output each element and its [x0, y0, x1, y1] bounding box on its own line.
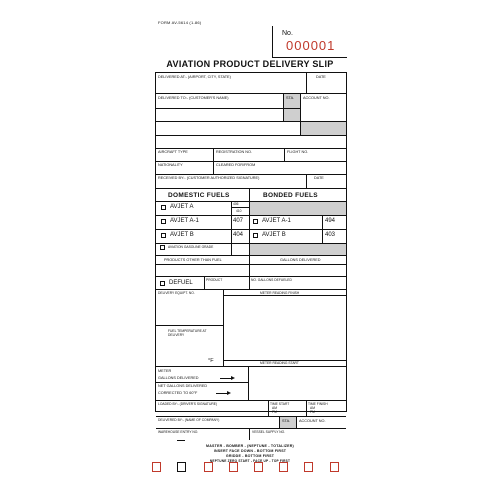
domestic-code-top: 406 [233, 202, 239, 206]
divider [156, 135, 346, 136]
footer-tick [177, 440, 185, 441]
bonded-avjet-b-checkbox[interactable] [253, 233, 258, 238]
alignment-square [204, 462, 213, 472]
vessel-supply-label: VESSEL SUPPLY NO. [252, 430, 286, 434]
time-finish-am: AM [310, 406, 315, 410]
corrected-label: CORRECTED TO 60°F [158, 391, 198, 395]
divider [156, 400, 346, 401]
bonded-fuel-code: 403 [325, 232, 336, 238]
footer-instruction-1: MASTER - BOMBER - (NEPTUNE - TOTALIZER) [206, 444, 294, 448]
divider [156, 255, 346, 256]
degrees-f-label: °F [208, 358, 214, 364]
alignment-square [229, 462, 238, 472]
products-other-label: PRODUCTS OTHER THAN FUEL [164, 258, 222, 262]
bonded-fuel-name: AVJET A-1 [262, 218, 291, 224]
alignment-square [279, 462, 288, 472]
avjet-b-checkbox[interactable] [161, 233, 166, 238]
warehouse-entry-label: WAREHOUSE ENTRY NO. [158, 430, 199, 434]
meter-reading-start-label: METER READING START [260, 361, 299, 365]
date-label-1: DATE [316, 75, 326, 79]
arrow-icon [220, 378, 232, 379]
product-label: PRODUCT [206, 278, 223, 282]
delivered-at-label: DELIVERED AT:- (AIRPORT, CITY, STATE) [158, 75, 231, 79]
domestic-code-bottom: 410 [236, 209, 242, 213]
alignment-square [330, 462, 339, 472]
defuel-checkbox[interactable] [160, 281, 165, 286]
divider [156, 325, 223, 326]
number-label: No. [282, 30, 293, 37]
divider [156, 188, 346, 189]
delivered-to-label: DELIVERED TO:- (CUSTOMER'S NAME) [158, 96, 229, 100]
gallons-delivered-header: GALLONS DELIVERED [280, 258, 321, 262]
avjet-a1-checkbox[interactable] [161, 219, 166, 224]
meter-reading-finish-label: METER READING FINISH [260, 291, 300, 295]
time-start-am: AM [272, 406, 277, 410]
divider [156, 174, 346, 175]
alignment-square [152, 462, 161, 472]
footer-instruction-2: INSERT FACE DOWN - BOTTOM FIRST [213, 449, 287, 453]
account-no-label-1: ACCOUNT NO. [303, 96, 330, 100]
delivered-by-label: DELIVERED BY:- (NAME OF COMPANY) [158, 418, 220, 422]
account-shaded-cell [301, 122, 346, 135]
bonded-avjet-a1-checkbox[interactable] [253, 219, 258, 224]
divider [156, 289, 346, 290]
gallons-delivered-label: GALLONS DELIVERED [158, 376, 199, 380]
domestic-fuel-name: AVJET B [170, 232, 194, 238]
alignment-square [304, 462, 313, 472]
footer-instruction-4: NEPTUNE ZERO START - FACE UP - TOP FIRST [209, 459, 291, 463]
alignment-square [254, 462, 263, 472]
aviation-gasoline-label: AVIATION GASOLINE GRADE [168, 245, 214, 249]
fuel-temperature-label: FUEL TEMPERATURE AT DELIVERY [168, 329, 207, 337]
divider [156, 276, 346, 277]
time-finish-pm: PM [310, 410, 315, 414]
divider [156, 148, 346, 149]
sta-label-2: STA. [282, 419, 291, 423]
aircraft-type-label: AIRCRAFT TYPE [158, 150, 188, 154]
divider [156, 428, 346, 429]
sta-label-1: STA. [286, 96, 295, 100]
divider [249, 255, 250, 289]
divider [156, 93, 346, 94]
time-start-label: TIME START [270, 402, 290, 406]
divider [156, 416, 346, 417]
divider [306, 73, 307, 93]
serial-number: 000001 [286, 38, 336, 53]
nationality-label: NATIONALITY [158, 163, 183, 167]
divider [156, 215, 346, 216]
gasoline-shaded-row [250, 244, 346, 255]
divider [223, 295, 346, 296]
cleared-for-from-label: CLEARED FOR/FROM [216, 163, 256, 167]
divider [231, 243, 232, 255]
page-title: AVIATION PRODUCT DELIVERY SLIP [166, 59, 334, 69]
arrow-icon [216, 393, 228, 394]
divider [268, 400, 269, 416]
divider [156, 382, 248, 383]
bonded-fuel-code: 494 [325, 218, 336, 224]
divider [248, 366, 249, 400]
meter-label: METER [158, 369, 172, 373]
delivery-equipt-label: DELIVERY EQUIPT. NO. [158, 291, 195, 295]
no-gallons-defueled-label: NO. GALLONS DEFUELED [251, 278, 292, 282]
bonded-fuels-heading: BONDED FUELS [263, 192, 318, 199]
domestic-fuel-code: 407 [233, 218, 244, 224]
domestic-fuels-heading: DOMESTIC FUELS [168, 192, 230, 199]
registration-no-label: REGISTRATION NO. [216, 150, 253, 154]
divider [223, 289, 224, 366]
domestic-fuel-code: 404 [233, 232, 244, 238]
divider [156, 366, 346, 367]
bonded-shaded-row [250, 202, 346, 215]
divider [156, 108, 300, 109]
domestic-fuel-name: AVJET A [170, 204, 194, 210]
divider [156, 161, 346, 162]
time-start-pm: PM [272, 410, 277, 414]
divider [284, 148, 285, 161]
divider [296, 416, 297, 428]
divider [156, 229, 346, 230]
divider [249, 428, 250, 440]
alignment-square [177, 462, 186, 472]
time-finish-label: TIME FINISH [308, 402, 328, 406]
date-label-2: DATE [314, 176, 324, 180]
divider [306, 400, 307, 416]
domestic-fuel-name: AVJET A-1 [170, 218, 199, 224]
divider [232, 207, 249, 208]
defuel-label: DEFUEL [169, 280, 193, 286]
delivery-slip-form [155, 72, 347, 434]
divider [156, 264, 346, 265]
received-by-label: RECEIVED BY:- (CUSTOMER AUTHORIZED SIGNATURE) [158, 176, 260, 180]
loaded-by-label: LOADED BY:- (DRIVER'S SIGNATURE) [158, 402, 218, 406]
avjet-a-checkbox[interactable] [161, 205, 166, 210]
bonded-fuel-name: AVJET B [262, 232, 286, 238]
net-gallons-label: NET GALLONS DELIVERED [158, 384, 208, 388]
form-number: FORM AV-5614 (1-86) [158, 20, 202, 25]
divider [306, 174, 307, 188]
flight-no-label: FLIGHT NO. [287, 150, 309, 154]
aviation-gasoline-checkbox[interactable] [160, 245, 165, 250]
divider [204, 276, 205, 289]
account-no-label-2: ACCOUNT NO. [299, 419, 326, 423]
footer-instruction-3: GRIDDE - BOTTOM FIRST [225, 454, 275, 458]
